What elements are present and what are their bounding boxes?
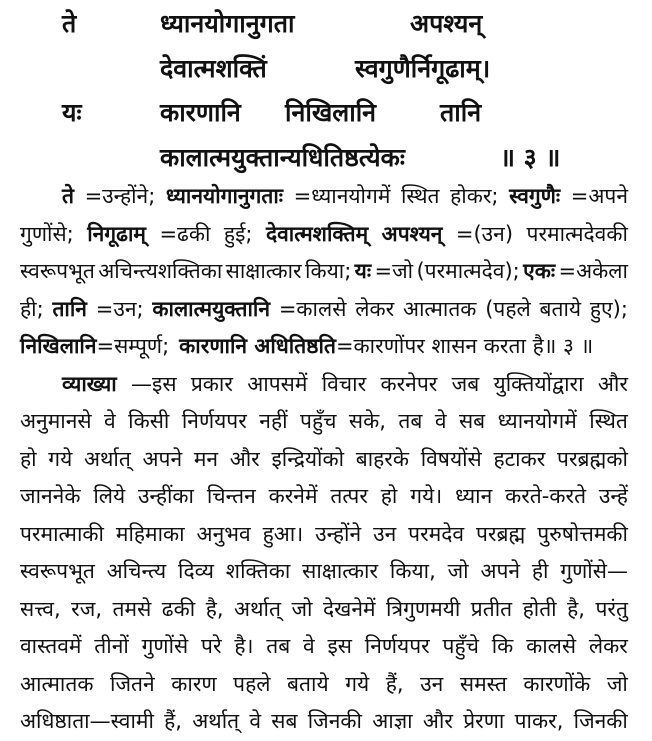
- text-segment: साक्षात्कार: [225, 259, 302, 283]
- text-segment: लेकर: [588, 634, 628, 658]
- text-line: [20, 553, 628, 591]
- text-segment: परमात्मदेवकी: [526, 221, 628, 246]
- text-segment: =ढकी: [159, 221, 211, 246]
- text-segment: और: [229, 446, 260, 471]
- text-segment: किया;: [305, 259, 352, 283]
- verse-word: निखिलानि: [285, 98, 377, 127]
- text-segment: युक्तियोंद्वारा: [493, 371, 584, 396]
- text-segment: वे: [249, 709, 262, 733]
- text-segment: जो: [291, 596, 313, 621]
- text-segment: करनेमें: [268, 484, 318, 508]
- text-segment: विचार: [321, 371, 367, 396]
- text-segment: अर्थात्: [234, 596, 281, 621]
- text-segment: उन: [420, 671, 444, 696]
- text-segment: और: [422, 709, 453, 733]
- term: ध्यानयोगानुगताः: [165, 184, 284, 208]
- text-line: [20, 591, 628, 629]
- text-segment: ही: [531, 559, 549, 583]
- text-segment: कालसे: [526, 634, 577, 658]
- text-segment: मन: [193, 446, 219, 471]
- text-segment: पहुँच: [300, 409, 337, 433]
- text-segment: परब्रह्म: [476, 521, 526, 546]
- text-line: [20, 703, 628, 741]
- text-segment: सब: [458, 409, 486, 433]
- text-segment: इस: [327, 634, 352, 658]
- term: अपश्यन्: [381, 221, 443, 246]
- verse-number: ॥ ३ ॥: [500, 143, 561, 172]
- text-segment: अपने: [142, 446, 183, 471]
- text-segment: हो: [380, 484, 398, 508]
- text-segment: पहले: [233, 671, 271, 696]
- text-segment: उन: [373, 521, 397, 546]
- text-line: [20, 441, 628, 479]
- text-segment: =जो: [374, 259, 414, 283]
- text-segment: =कारणोंपर शासन करता है॥ ३ ॥: [335, 334, 594, 358]
- text-segment: ढकी: [161, 596, 196, 621]
- term: निखिलानि: [20, 334, 97, 358]
- verse-word: ते: [62, 9, 77, 38]
- text-segment: जिनकी: [307, 709, 362, 733]
- text-segment: हुई;: [223, 221, 253, 246]
- text-segment: उन्होंने: [315, 521, 362, 546]
- text-segment: त्रिगुणमयी: [386, 596, 461, 621]
- text-segment: =अकेला: [558, 259, 628, 283]
- text-segment: वे: [104, 409, 116, 433]
- text-segment: हुआ।: [262, 521, 304, 546]
- text-segment: तमसे: [112, 596, 152, 621]
- text-segment: (परमात्मदेव);: [416, 259, 520, 283]
- text-line: [20, 478, 628, 516]
- verse-word: स्वगुणैर्निगूढाम्।: [355, 54, 491, 83]
- text-segment: आज्ञा: [372, 709, 413, 733]
- text-segment: सत्त्व,: [20, 596, 61, 621]
- text-segment: हुए);: [589, 296, 628, 321]
- text-segment: अधिष्ठाता—स्वामी: [20, 709, 154, 733]
- text-segment: जाननेके: [20, 484, 81, 508]
- text-segment: किया,: [389, 559, 436, 583]
- text-line: [20, 178, 628, 216]
- term: तानि: [52, 296, 87, 321]
- text-segment: करते-करते: [505, 484, 587, 508]
- text-segment: होती: [522, 596, 557, 621]
- text-segment: अर्थात्: [83, 446, 131, 471]
- text-segment: वे: [302, 634, 315, 658]
- text-segment: हैं,: [385, 671, 404, 696]
- text-segment: जो: [606, 671, 628, 696]
- text-segment: जितने: [110, 671, 155, 696]
- text-segment: हो: [20, 446, 37, 471]
- text-segment: गये।: [410, 484, 443, 508]
- text-segment: किसी: [128, 409, 170, 433]
- text-segment: उन्हींका: [138, 484, 194, 508]
- text-segment: लेकर: [355, 296, 395, 321]
- text-segment: विषयोंसे: [420, 446, 482, 471]
- text-segment: प्रकार: [190, 371, 233, 396]
- text-segment: वे: [434, 409, 447, 433]
- text-segment: अचिन्त्य: [106, 559, 167, 583]
- term: कालात्मयुक्तानि: [152, 296, 271, 321]
- text-segment: है,: [567, 596, 585, 621]
- text-segment: आपसमें: [247, 371, 308, 396]
- text-segment: गुणोंसे—: [560, 559, 628, 583]
- text-segment: —इस: [131, 371, 177, 396]
- text-segment: जब: [451, 371, 480, 396]
- text-segment: है,: [205, 596, 224, 621]
- text-segment: शक्तिका: [225, 559, 291, 583]
- text-segment: अपने: [480, 559, 521, 583]
- text-segment: =सम्पूर्ण;: [96, 334, 170, 358]
- term: कारणानि अधितिष्ठति: [179, 334, 336, 358]
- term: स्वगुणैः: [509, 184, 561, 208]
- text-segment: बताये: [287, 671, 329, 696]
- term: निगूढाम्: [87, 221, 146, 246]
- verse-word: ध्यानयोगानुगता: [160, 9, 295, 38]
- text-segment: है।: [234, 634, 254, 658]
- text-segment: परे: [201, 634, 222, 658]
- text-segment: गये: [345, 671, 370, 696]
- text-line: [20, 253, 628, 291]
- term: व्याख्या: [62, 371, 117, 396]
- text-segment: स्वरूपभूत: [20, 259, 95, 283]
- text-segment: हटाकर: [493, 446, 546, 471]
- text-segment: प्रतीत: [470, 596, 513, 621]
- text-segment: स्थित: [400, 184, 440, 208]
- text-segment: (पहले: [485, 296, 531, 321]
- text-segment: आत्मातक: [20, 671, 94, 696]
- verse-word: कालात्मयुक्तान्यधितिष्ठत्येकः: [160, 143, 405, 172]
- text-segment: अनुभव: [196, 521, 251, 546]
- verse-word: देवात्मशक्तिं: [160, 54, 267, 83]
- text-segment: अनुमानसे: [20, 409, 92, 433]
- text-line: [20, 328, 628, 366]
- text-segment: ध्यान: [455, 484, 493, 508]
- text-line: [20, 628, 628, 666]
- text-segment: हैं,: [164, 709, 182, 733]
- text-segment: दिव्य: [178, 559, 214, 583]
- text-segment: =अपने: [570, 184, 628, 208]
- text-segment: जिनकी: [573, 709, 628, 733]
- term: एकः: [523, 259, 556, 283]
- text-segment: लिये: [93, 484, 126, 508]
- text-segment: इन्द्रियोंको: [271, 446, 345, 471]
- text-segment: तीनों: [94, 634, 129, 658]
- text-segment: =(उन): [455, 221, 514, 246]
- text-segment: सके,: [348, 409, 386, 433]
- text-line: [20, 403, 628, 441]
- verse-word: अपश्यन्: [410, 9, 483, 38]
- text-segment: =उन;: [95, 296, 144, 321]
- text-segment: महिमाका: [115, 521, 185, 546]
- text-line: [20, 666, 628, 704]
- text-segment: गुणोंसे: [141, 634, 189, 658]
- text-segment: जो: [447, 559, 469, 583]
- text-segment: देखनेमें: [322, 596, 376, 621]
- text-line: [20, 516, 628, 554]
- text-segment: =उन्होंने;: [84, 184, 156, 208]
- text-line: [20, 291, 628, 329]
- text-segment: होकर;: [450, 184, 499, 208]
- verse-word: तानि: [440, 98, 482, 127]
- text-segment: प्रेरणा: [463, 709, 505, 733]
- text-segment: अचिन्त्यशक्तिका: [98, 259, 223, 283]
- text-segment: =कालसे: [278, 296, 347, 321]
- text-segment: परंतु: [595, 596, 628, 621]
- text-segment: स्वरूपभूत: [20, 559, 95, 583]
- text-segment: निर्णयपर: [364, 634, 430, 658]
- text-segment: वास्तवमें: [20, 634, 82, 658]
- text-segment: गुणोंसे;: [20, 221, 74, 246]
- commentary-text: [20, 178, 628, 741]
- text-segment: कारण: [171, 671, 217, 696]
- text-segment: परमदेव: [408, 521, 465, 546]
- text-segment: ही;: [20, 296, 44, 321]
- text-segment: चिन्तन: [206, 484, 256, 508]
- text-segment: =ध्यानयोगमें: [293, 184, 391, 208]
- text-segment: बताये: [539, 296, 582, 321]
- verse-word: कारणानि: [160, 98, 241, 127]
- text-segment: परमात्माकी: [20, 521, 104, 546]
- text-line: [20, 216, 628, 254]
- verse-word: यः: [62, 98, 82, 127]
- text-segment: कि: [491, 634, 514, 658]
- text-segment: नहीं: [259, 409, 288, 433]
- text-segment: समस्त: [459, 671, 507, 696]
- text-segment: निर्णयपर: [181, 409, 247, 433]
- text-segment: रज,: [71, 596, 103, 621]
- term: देवात्मशक्तिम्: [265, 221, 369, 246]
- text-segment: ध्यानयोगमें: [497, 409, 577, 433]
- text-segment: आत्मातक: [402, 296, 477, 321]
- text-segment: बाहरके: [355, 446, 410, 471]
- text-line: [20, 366, 628, 404]
- text-segment: उन्हें: [598, 484, 628, 508]
- term: ते: [62, 184, 74, 208]
- text-segment: कारणोंके: [523, 671, 591, 696]
- text-segment: गये: [48, 446, 73, 471]
- text-segment: परब्रह्मको: [557, 446, 628, 471]
- text-segment: तब: [398, 409, 423, 433]
- term: यः: [354, 259, 372, 283]
- text-segment: साक्षात्कार: [302, 559, 379, 583]
- text-segment: अर्थात्: [192, 709, 240, 733]
- text-segment: तत्पर: [330, 484, 368, 508]
- text-segment: पाकर,: [514, 709, 564, 733]
- text-segment: और: [597, 371, 628, 396]
- text-segment: स्थित: [589, 409, 628, 433]
- text-segment: पहुँचे: [442, 634, 479, 658]
- text-segment: तब: [266, 634, 291, 658]
- text-segment: करनेपर: [380, 371, 438, 396]
- text-segment: पुरुषोत्तमकी: [537, 521, 628, 546]
- text-segment: सब: [271, 709, 298, 733]
